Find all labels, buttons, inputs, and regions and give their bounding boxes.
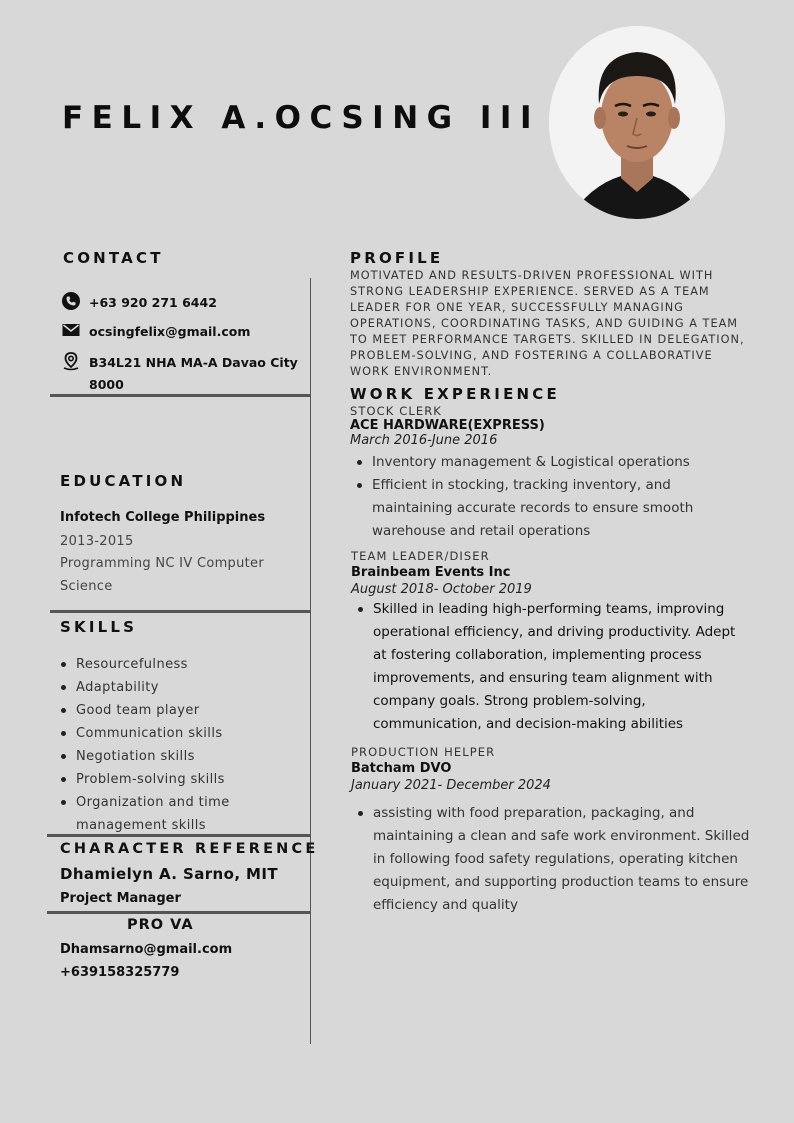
job-bullets bbox=[350, 451, 710, 543]
reference-divider bbox=[47, 911, 311, 914]
job-company: Batcham DVO bbox=[351, 761, 452, 776]
education-course-line2: Science bbox=[60, 579, 113, 594]
education-years: 2013-2015 bbox=[60, 534, 134, 549]
job-dates: August 2018- October 2019 bbox=[351, 582, 532, 597]
contact-phone-row bbox=[61, 291, 217, 314]
reference-email[interactable]: Dhamsarno@gmail.com bbox=[60, 942, 233, 957]
job-bullet: Skilled in leading high-performing teams, improving operational efficiency, and driving productivity. Adept at fostering collaboration, implementing process improvements, and ensuring team alignment with company goals. Strong problem-solving, communication, and decision-making abilities bbox=[351, 598, 753, 736]
profile-title: PROFILE bbox=[350, 249, 444, 267]
skills-divider bbox=[47, 834, 311, 837]
reference-company: PRO VA bbox=[127, 917, 194, 933]
contact-divider bbox=[50, 394, 311, 397]
location-pin-icon bbox=[61, 351, 81, 371]
skill-item: Organization and time management skills bbox=[54, 791, 259, 837]
skill-item: Communication skills bbox=[54, 722, 259, 745]
resume-name: FELIX A.OCSING III bbox=[62, 100, 541, 136]
skill-item: Negotiation skills bbox=[54, 745, 259, 768]
contact-email-row bbox=[61, 320, 250, 343]
contact-phone[interactable]: +63 920 271 6442 bbox=[89, 295, 217, 310]
skill-item: Problem-solving skills bbox=[54, 768, 259, 791]
education-course-line1: Programming NC IV Computer bbox=[60, 556, 264, 571]
skills-list bbox=[54, 653, 259, 837]
education-school: Infotech College Philippines bbox=[60, 510, 266, 525]
job-bullet: Efficient in stocking, tracking inventory, and maintaining accurate records to ensure smooth warehouse and retail operations bbox=[350, 474, 710, 543]
job-bullets bbox=[351, 598, 753, 736]
reference-role: Project Manager bbox=[60, 891, 181, 906]
profile-text: MOTIVATED AND RESULTS-DRIVEN PROFESSIONAL WITH STRONG LEADERSHIP EXPERIENCE. SERVED AS A TEAM LEADER FOR ONE YEAR, SUCCESSFULLY MANAGING OPERATIONS, COORDINATING TASKS, AND GUIDING A TEAM TO MEET PERFORMANCE TARGETS. SKILLED IN DELEGATION, PROBLEM-SOLVING, AND FOSTERING A COLLABORATIVE WORK ENVIRONMENT. bbox=[350, 269, 745, 378]
contact-address-line1: B34L21 NHA MA-A Davao City bbox=[89, 355, 298, 370]
job-dates: January 2021- December 2024 bbox=[351, 778, 551, 793]
work-title: WORK EXPERIENCE bbox=[350, 385, 560, 403]
job-bullets bbox=[351, 802, 753, 917]
reference-title: CHARACTER REFERENCE bbox=[60, 841, 319, 857]
skills-title: SKILLS bbox=[60, 618, 138, 636]
phone-icon bbox=[61, 291, 81, 311]
job-role: STOCK CLERK bbox=[350, 404, 442, 418]
column-divider bbox=[310, 278, 311, 1044]
contact-address-line2: 8000 bbox=[89, 377, 124, 392]
contact-email[interactable]: ocsingfelix@gmail.com bbox=[89, 324, 251, 339]
job-bullet: assisting with food preparation, packaging, and maintaining a clean and safe work environment. Skilled in following food safety regulations, operating kitchen equipment, and supporting production teams to ensure efficiency and quality bbox=[351, 802, 753, 917]
envelope-icon bbox=[61, 320, 81, 340]
education-title: EDUCATION bbox=[60, 472, 187, 490]
job-role: PRODUCTION HELPER bbox=[351, 745, 496, 759]
reference-name: Dhamielyn A. Sarno, MIT bbox=[60, 865, 278, 883]
contact-title: CONTACT bbox=[63, 249, 164, 267]
education-divider bbox=[50, 610, 311, 613]
reference-phone[interactable]: +639158325779 bbox=[60, 965, 180, 980]
job-dates: March 2016-June 2016 bbox=[350, 433, 498, 448]
job-company: Brainbeam Events Inc bbox=[351, 565, 511, 580]
job-role: TEAM LEADER/DISER bbox=[351, 549, 490, 563]
skill-item: Adaptability bbox=[54, 676, 259, 699]
job-bullet: Inventory management & Logistical operations bbox=[350, 451, 710, 474]
skill-item: Good team player bbox=[54, 699, 259, 722]
job-company: ACE HARDWARE(EXPRESS) bbox=[350, 418, 545, 433]
contact-address-row bbox=[61, 351, 298, 396]
profile-photo bbox=[549, 26, 725, 219]
skill-item: Resourcefulness bbox=[54, 653, 259, 676]
